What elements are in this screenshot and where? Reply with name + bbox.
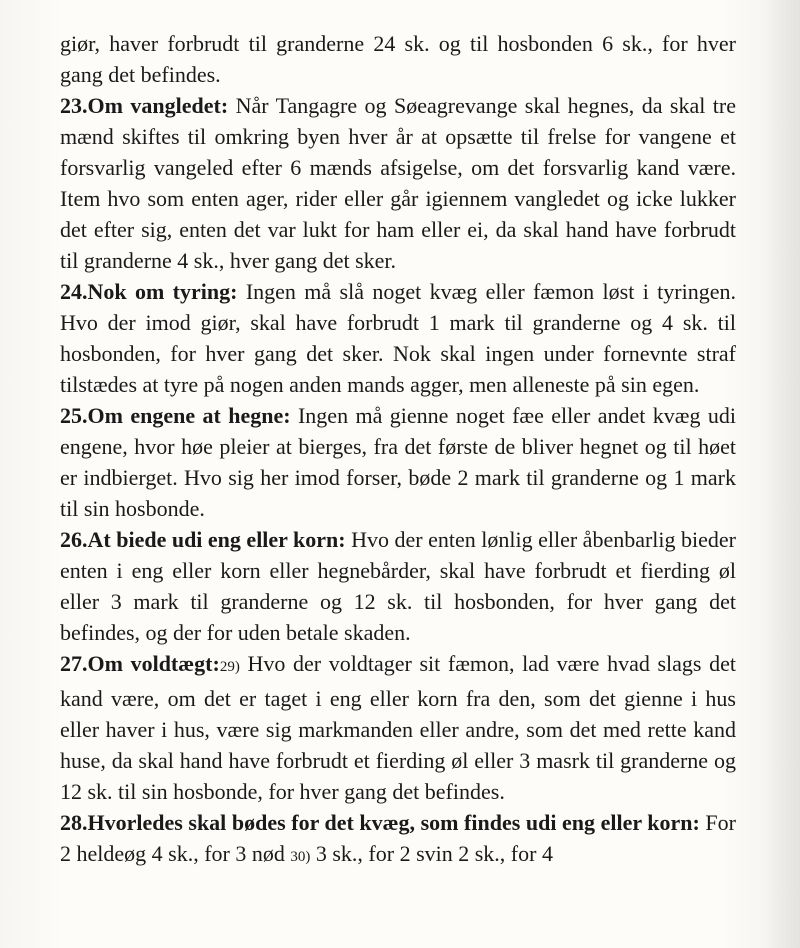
section-heading: 25.Om engene at hegne: (60, 403, 291, 428)
body-text: giør, haver forbrudt til granderne 24 sk. og til hosbonden 6 sk., for hver gang det befindes. (60, 31, 736, 87)
body-text: Ingen må gienne noget fæe eller andet kvæg udi engene, hvor høe pleier at bierges, fra det første de bliver hegnet og til høet er indbierget. Hvo sig her imod forser, bøde 2 mark til granderne og 1 mark til sin hosbonde. (60, 403, 736, 521)
paragraph (60, 648, 736, 807)
page-edge-shadow (766, 0, 800, 948)
paragraph (60, 807, 736, 873)
section-heading: 24.Nok om tyring: (60, 279, 238, 304)
footnote-marker: 30) (290, 849, 311, 865)
body-text: Hvo der voldtager sit fæmon, lad være hvad slags det kand være, om det er taget i eng eller korn fra den, som det gienne i hus eller haver i hus, være sig markmanden eller andre, som det med rette kand huse, da skal hand have forbrudt et fierding øl eller 3 masrk til granderne og 12 sk. til sin hosbonde, for hver gang det befindes. (60, 651, 737, 804)
paragraph (60, 28, 736, 90)
page-text (60, 28, 736, 873)
section-heading: 27.Om voldtægt: (60, 651, 220, 676)
body-text: For 2 heldeøg 4 sk., for 3 nød (60, 810, 736, 866)
paragraph (60, 276, 736, 400)
section-heading: 23.Om vangledet: (60, 93, 229, 118)
paragraph (60, 90, 736, 276)
body-text: 3 sk., for 2 svin 2 sk., for 4 (310, 841, 553, 866)
footnote-marker: 29) (219, 659, 240, 675)
paragraph (60, 524, 736, 648)
section-heading: 26.At biede udi eng eller korn: (60, 527, 346, 552)
body-text: Ingen må slå noget kvæg eller fæmon løst i tyringen. Hvo der imod giør, skal have forbrudt 1 mark til granderne og 4 sk. til hosbonden, for hver gang det sker. Nok skal ingen under fornevnte straf tilstædes at tyre på nogen anden mands agger, men alleneste på sin egen. (60, 279, 736, 397)
section-heading: 28.Hvorledes skal bødes for det kvæg, som findes udi eng eller korn: (60, 810, 700, 835)
paragraph (60, 400, 736, 524)
body-text: Når Tangagre og Søeagrevange skal hegnes, da skal tre mænd skiftes til omkring byen hver år at opsætte til frelse for vangene et forsvarlig vangeled efter 6 mænds afsigelse, om det forsvarlig kand være. Item hvo som enten ager, rider eller går igiennem vangledet og icke lukker det efter sig, enten det var lukt for ham eller ei, da skal hand have forbrudt til granderne 4 sk., hver gang det sker. (60, 93, 736, 273)
body-text: Hvo der enten lønlig eller åbenbarlig bieder enten i eng eller korn eller hegnebårder, skal have forbrudt et fierding øl eller 3 mark til granderne og 12 sk. til hosbonden, for hver gang det befindes, og der for uden betale skaden. (60, 527, 737, 645)
